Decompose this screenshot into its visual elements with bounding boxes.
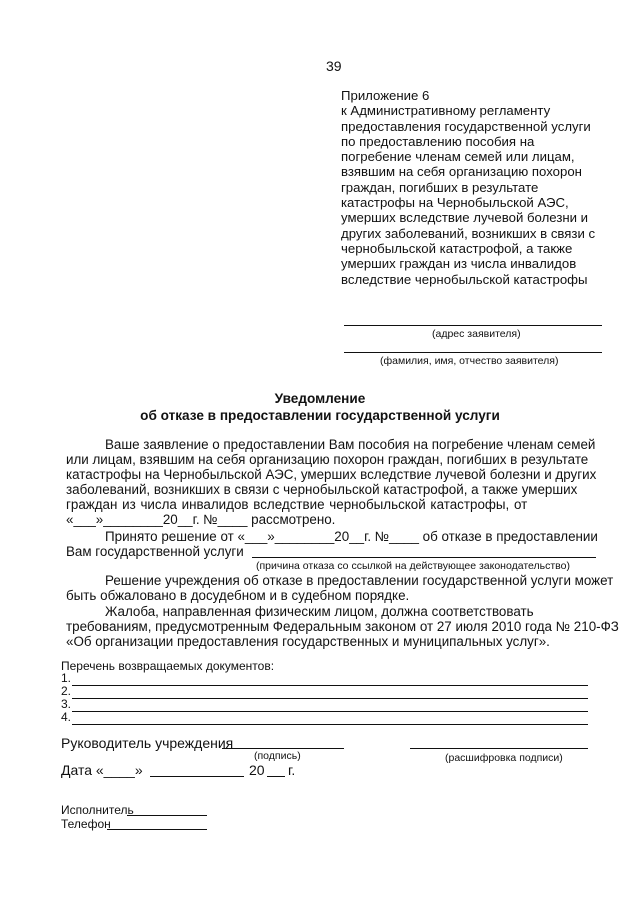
address-caption: (адрес заявителя) [432, 328, 521, 340]
document-entry-line [72, 699, 588, 712]
document-number: 4. [61, 710, 72, 724]
appeal-line: Решение учреждения об отказе в предоставлении государственной услуги может [105, 573, 614, 588]
documents-heading: Перечень возвращаемых документов: [61, 659, 275, 673]
date-year: 20 [249, 762, 265, 778]
appendix-line: умерших граждан из числа инвалидов [341, 256, 577, 272]
document-number: 2. [61, 684, 72, 698]
appendix-line: предоставления государственной услуги [341, 118, 591, 134]
body-line: Ваше заявление о предоставлении Вам пособия на погребение членам семей [105, 437, 596, 452]
executor-label: Исполнитель [61, 803, 134, 817]
executor-line [127, 815, 207, 816]
date-year-line [267, 776, 285, 777]
notice-subtitle: об отказе в предоставлении государственной услуги [140, 408, 500, 423]
document-entry-line [72, 686, 588, 699]
address-line [344, 325, 602, 326]
phone-line [107, 829, 207, 830]
signature-decoding-caption: (расшифровка подписи) [445, 752, 563, 764]
document-entry-line [72, 712, 588, 725]
complaint-line: Жалоба, направленная физическим лицом, должна соответствовать [105, 604, 534, 619]
body-line: катастрофы на Чернобыльской АЭС, умерших вследствие лучевой болезни и других [66, 467, 597, 482]
date-suffix: г. [288, 762, 296, 778]
notice-title: Уведомление [274, 391, 366, 406]
page-number: 39 [326, 58, 342, 74]
appendix-line: катастрофы на Чернобыльской АЭС, [341, 195, 569, 211]
body-line: заболеваний, возникших в связи с чернобыльской катастрофой, а также умерших [66, 482, 578, 497]
phone-label: Телефон [61, 817, 111, 831]
appendix-line: граждан, погибших в результате [341, 179, 539, 195]
applicant-name-line [344, 352, 602, 353]
refusal-reason-caption: (причина отказа со ссылкой на действующее законодательство) [256, 560, 570, 572]
decision-line: Принято решение от «___»________20__г. №____ об отказе в предоставлении [105, 529, 598, 544]
appendix-line: вследствие чернобыльской катастрофы [341, 271, 588, 287]
appendix-block [341, 88, 609, 287]
decision-line: Вам государственной услуги [66, 544, 244, 559]
body-line: граждан из числа инвалидов вследствие чернобыльской катастрофы, от [66, 497, 528, 512]
body-line: или лицам, взявшим на себя организацию похорон граждан, погибших в результате [66, 452, 589, 467]
applicant-name-caption: (фамилия, имя, отчество заявителя) [380, 355, 559, 367]
signature-line [222, 748, 344, 749]
complaint-line: требованиям, предусмотренным Федеральным законом от 27 июля 2010 года № 210-ФЗ [66, 619, 619, 634]
date-prefix: Дата «____» [61, 762, 143, 778]
appendix-line: взявшим на себя организацию похорон [341, 164, 582, 180]
document-number: 3. [61, 697, 72, 711]
appendix-line: погребение членам семей или лицам, [341, 149, 575, 165]
complaint-line: «Об организации предоставления государственных и муниципальных услуг». [66, 634, 550, 649]
document-entry-line [72, 673, 588, 686]
document-number: 1. [61, 671, 72, 685]
signature-caption: (подпись) [254, 750, 301, 762]
refusal-reason-line [252, 557, 596, 558]
date-month-line [150, 776, 244, 777]
signature-decoding-line [410, 748, 588, 749]
appendix-line: чернобыльской катастрофой, а также [341, 240, 573, 256]
appendix-line: Приложение 6 [341, 88, 430, 103]
appendix-line: умерших вследствие лучевой болезни и [341, 210, 589, 226]
head-of-institution-label: Руководитель учреждения [61, 735, 234, 751]
body-line: «___»________20__г. №____ рассмотрено. [66, 512, 336, 527]
appendix-line: по предоставлению пособия на [341, 133, 535, 149]
appendix-line: к Административному регламенту [341, 103, 551, 119]
appendix-line: других заболеваний, возникших в связи с [341, 225, 596, 241]
appeal-line: быть обжаловано в досудебном и в судебном порядке. [66, 588, 410, 603]
